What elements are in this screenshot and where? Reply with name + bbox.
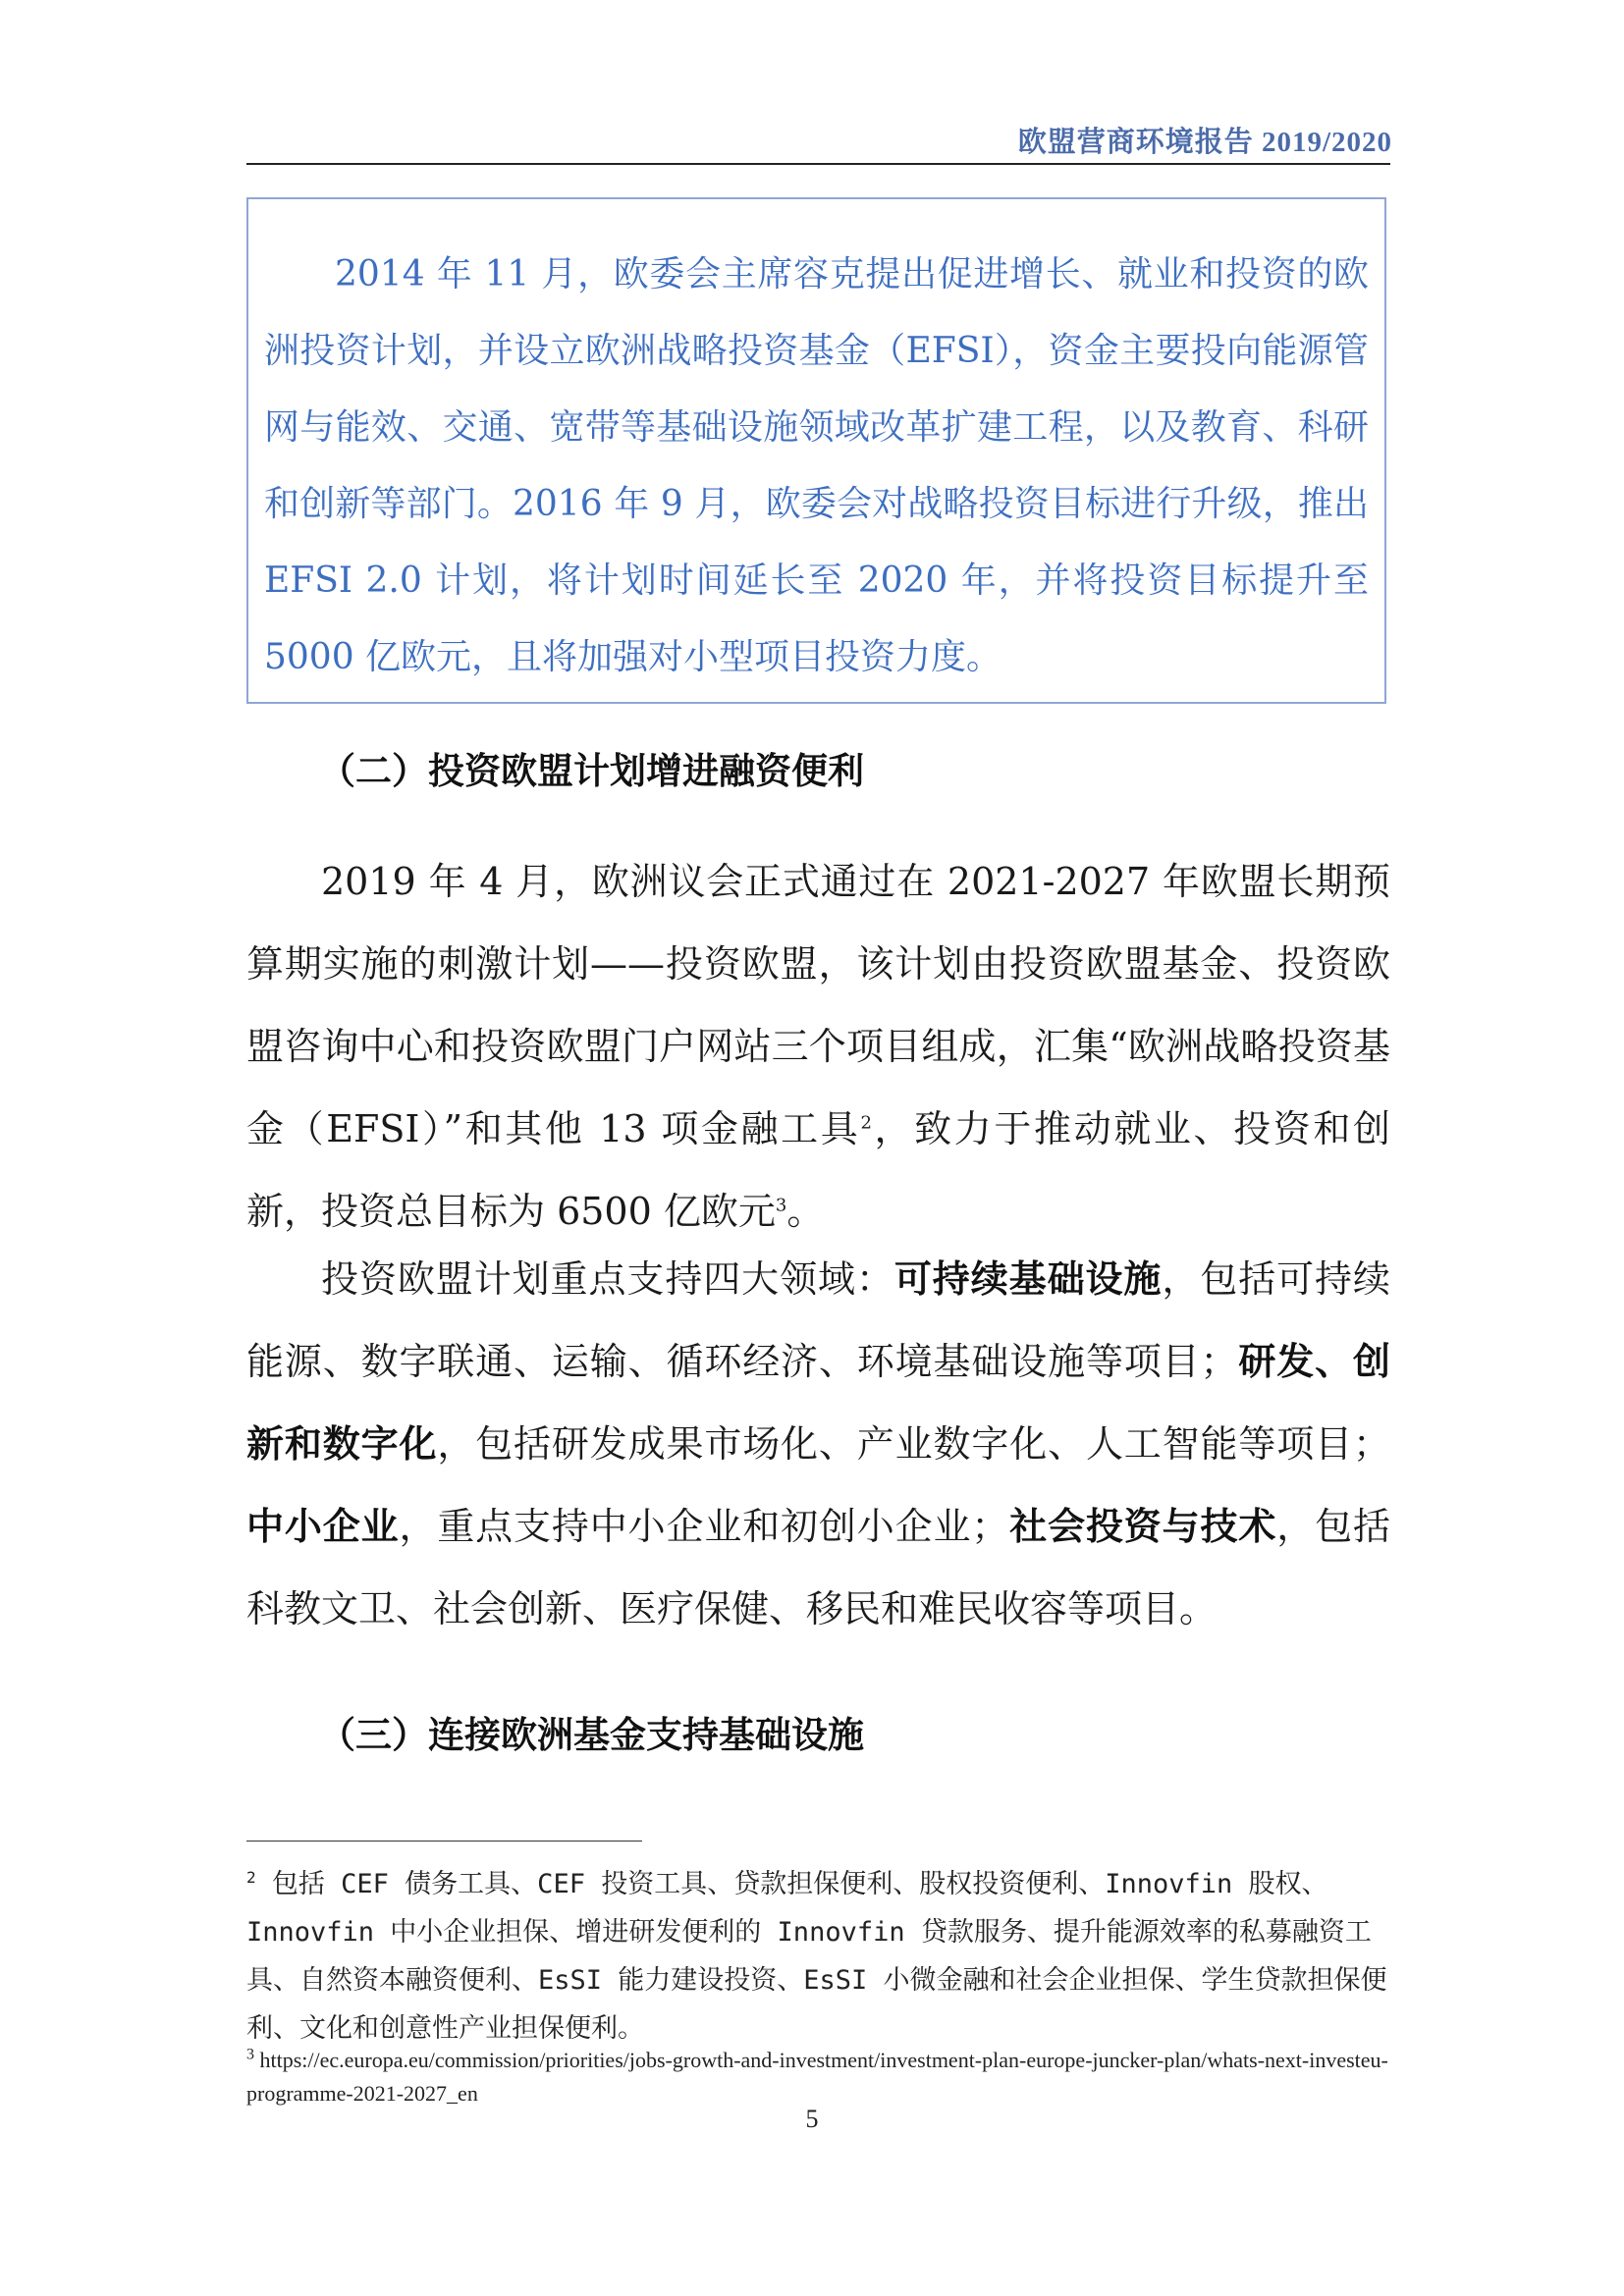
- para2-text-1: 投资欧盟计划重点支持四大领域：: [321, 1257, 894, 1301]
- para2-text-3: ，包括研发成果市场化、产业数字化、人工智能等项目；: [437, 1422, 1390, 1466]
- section-heading-3: （三）连接欧洲基金支持基础设施: [319, 1714, 864, 1756]
- header-rule: [246, 163, 1390, 165]
- para2-text-4: ，重点支持中小企业和初创小企业；: [399, 1505, 1009, 1548]
- para1-text-b: ，致力于推动就业、投资和创新，投资总目标为 6500 亿欧元: [246, 1107, 1390, 1233]
- running-header: 欧盟营商环境报告 2019/2020: [1017, 127, 1392, 158]
- page-number: 5: [805, 2105, 819, 2133]
- footnote-ref-3[interactable]: 3: [775, 1195, 787, 1216]
- footnote-3: [246, 2044, 1390, 2110]
- paragraph-four-areas: [246, 1238, 1390, 1650]
- bold-term-social: 社会投资与技术: [1008, 1505, 1277, 1548]
- footnote-rule: [246, 1841, 642, 1842]
- para2-text-5: ，包括科教文卫、社会创新、医疗保健、移民和难民收容等项目。: [246, 1505, 1390, 1630]
- footnote-ref-2[interactable]: 2: [860, 1112, 872, 1134]
- footnote-2-number: 2: [246, 1868, 256, 1887]
- bold-term-sme: 中小企业: [246, 1505, 400, 1548]
- footnote-3-number: 3: [246, 2046, 254, 2063]
- footnote-3-link[interactable]: https://ec.europa.eu/commission/priorities/jobs-growth-and-investment/investment-plan-europe-juncker-plan/whats-next-investeu-programme-2021-2027_en: [246, 2048, 1388, 2106]
- footnote-2: [246, 1860, 1390, 2053]
- callout-text: 2014 年 11 月，欧委会主席容克提出促进增长、就业和投资的欧洲投资计划，并设立欧洲战略投资基金（EFSI），资金主要投向能源管网与能效、交通、宽带等基础设施领域改革扩建工程，以及教育、科研和创新等部门。2016 年 9 月，欧委会对战略投资目标进行升级，推出 EFSI 2.0 计划，将计划时间延长至 2020 年，并将投资目标提升至 5000 亿欧元，且将加强对小型项目投资力度。: [264, 254, 1369, 677]
- bold-term-infrastructure: 可持续基础设施: [893, 1257, 1163, 1301]
- para1-text-a: 2019 年 4 月，欧洲议会正式通过在 2021-2027 年欧盟长期预算期实施的刺激计划——投资欧盟，该计划由投资欧盟基金、投资欧盟咨询中心和投资欧盟门户网站三个项目组成，汇集“欧洲战略投资基金（EFSI）”和其他 13 项金融工具: [246, 860, 1390, 1150]
- footnote-2-text: 包括 CEF 债务工具、CEF 投资工具、贷款担保便利、股权投资便利、Innovfin 股权、Innovfin 中小企业担保、增进研发便利的 Innovfin 贷款服务、提升能源效率的私募融资工具、自然资本融资便利、EsSI 能力建设投资、EsSI 小微金融和社会企业担保、学生贷款担保便利、文化和创意性产业担保便利。: [246, 1869, 1387, 2044]
- paragraph-investeu: [246, 840, 1390, 1253]
- section-heading-2: （二）投资欧盟计划增进融资便利: [319, 750, 864, 792]
- bold-term-rnd: 研发、创新和数字化: [246, 1340, 1390, 1466]
- para1-text-c: 。: [786, 1190, 825, 1233]
- callout-box: [246, 197, 1386, 704]
- para2-text-2: ，包括可持续能源、数字联通、运输、循环经济、环境基础设施等项目；: [246, 1257, 1390, 1383]
